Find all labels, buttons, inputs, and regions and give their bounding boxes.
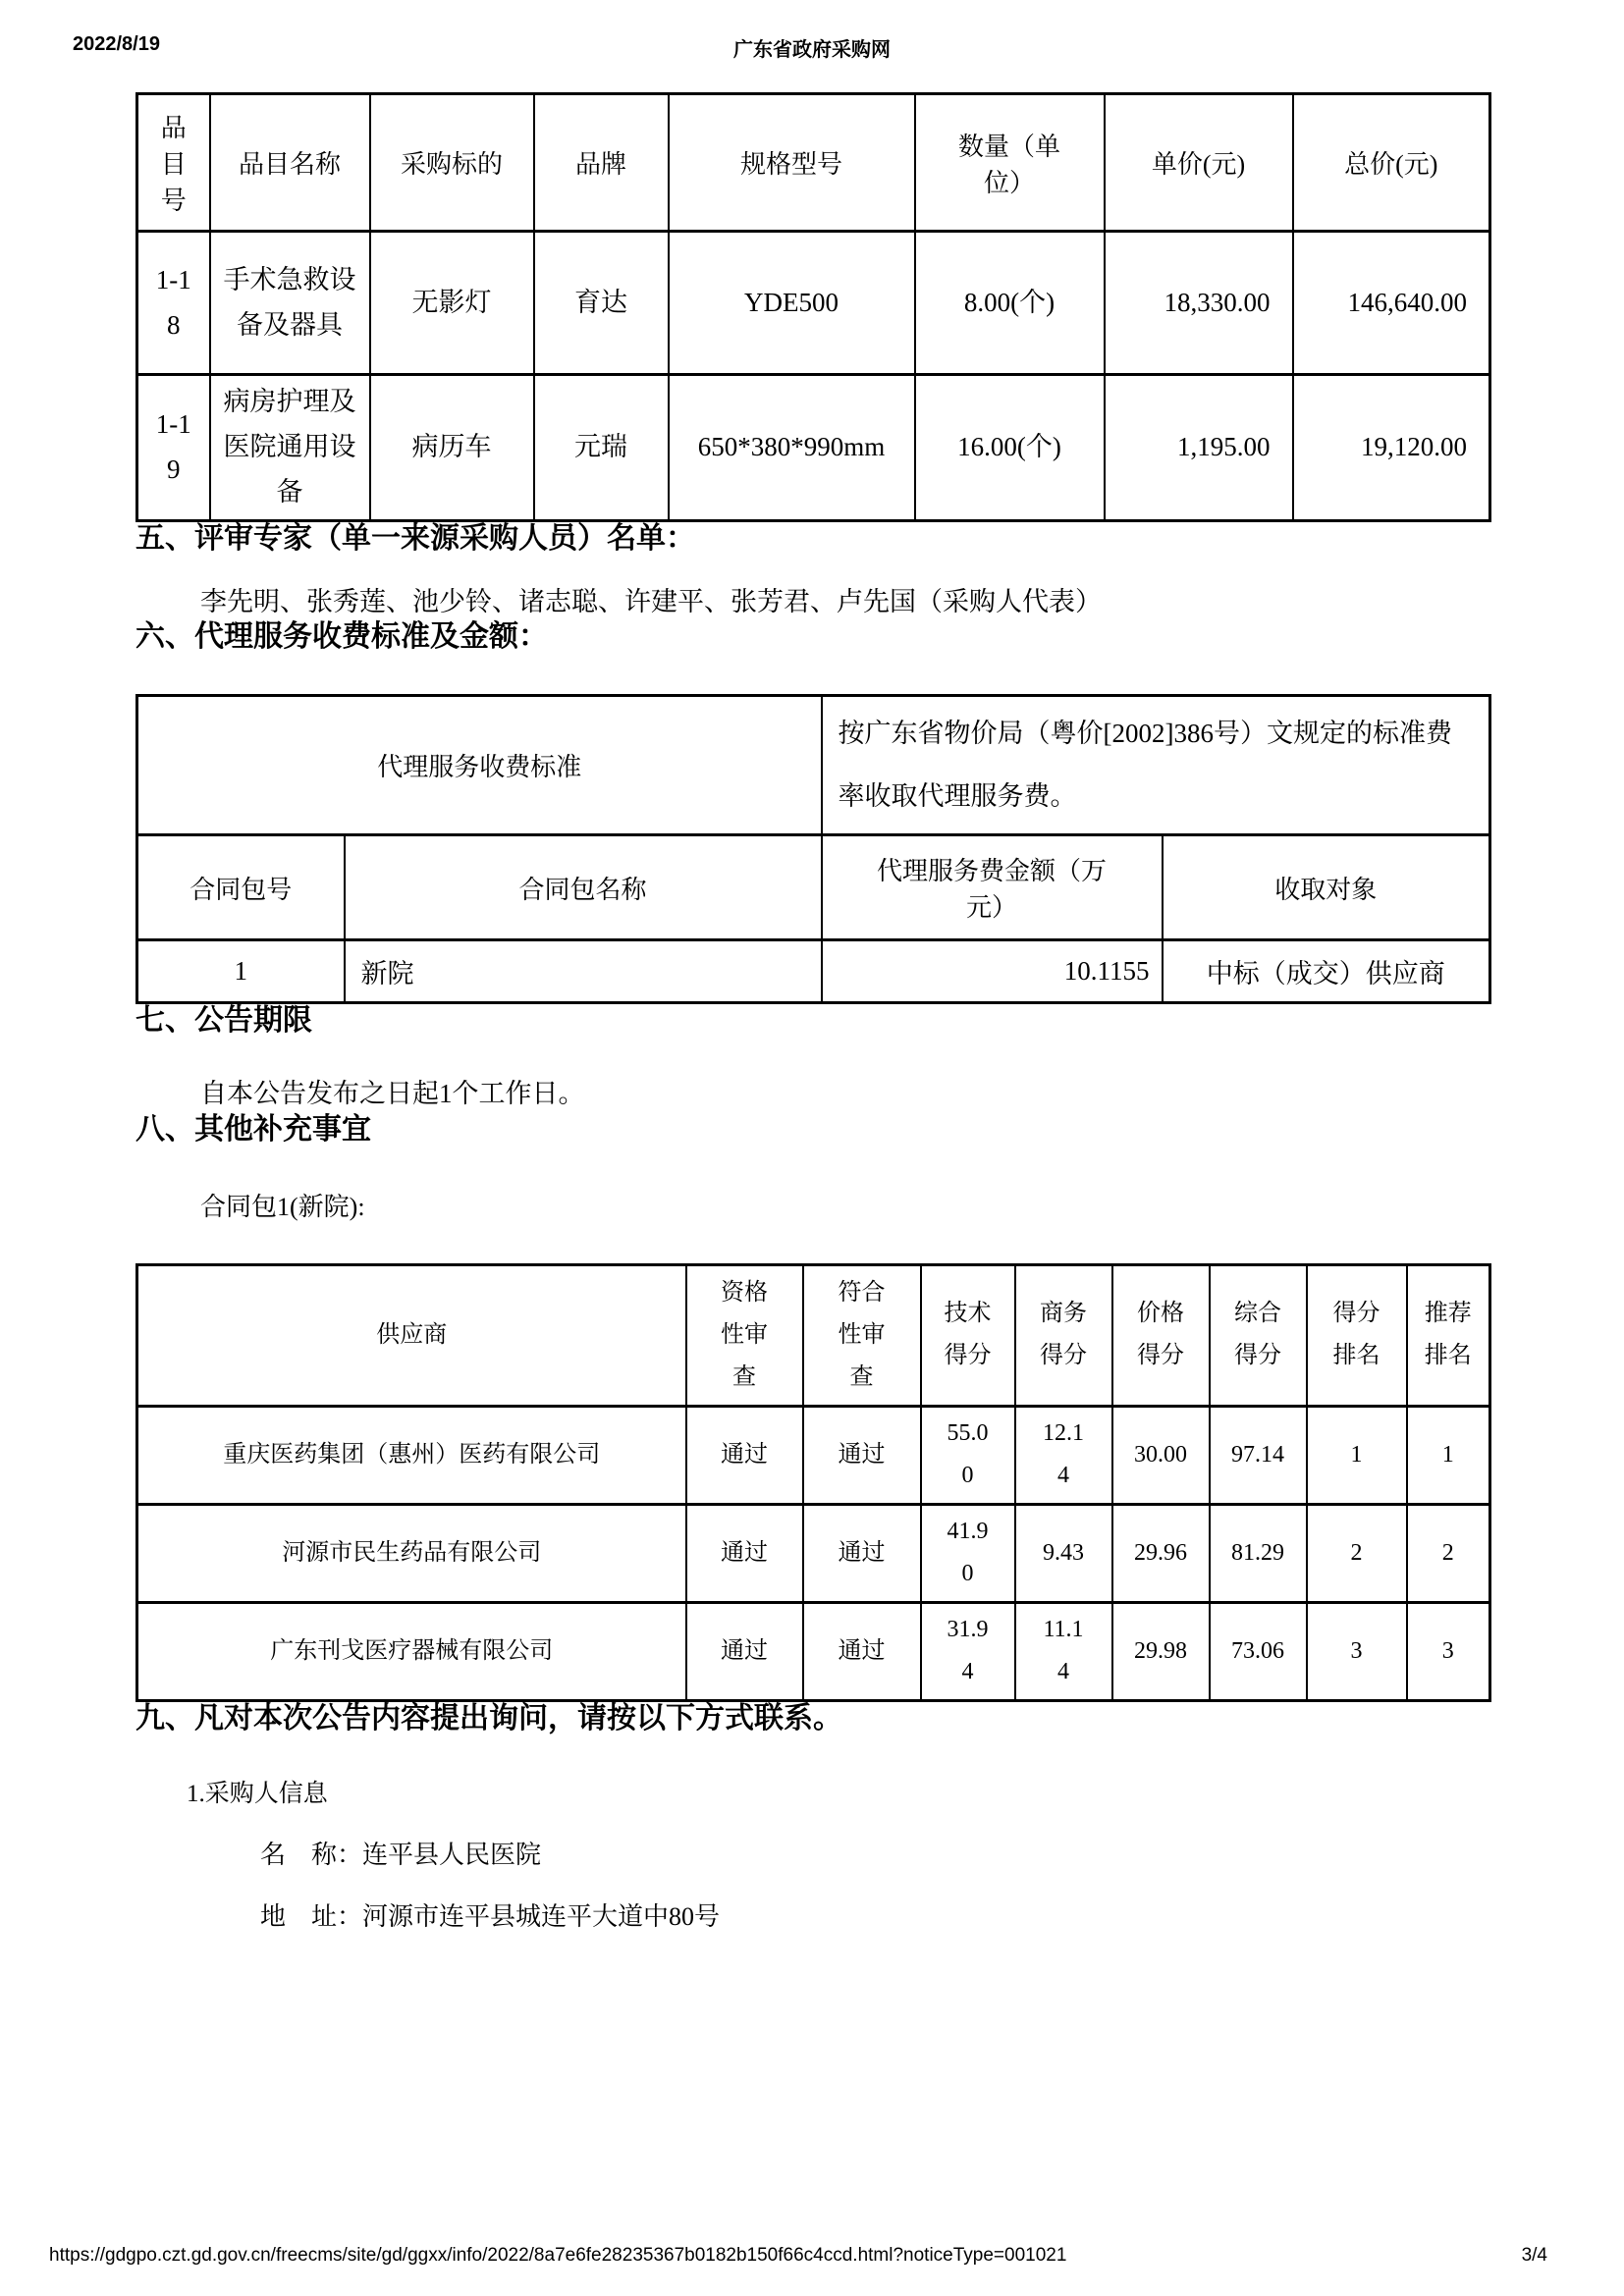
table-cell: 41.90 [921,1504,1015,1602]
table-cell: 1 [1407,1406,1490,1504]
table-cell: 无影灯 [370,232,534,375]
table-cell: 新院 [345,940,822,1003]
column-header [1407,1264,1490,1406]
column-header-label: 品目名称 [238,150,341,179]
site-title: 广东省政府采购网 [733,39,891,61]
table-cell: 18,330.00 [1105,232,1293,375]
table-cell: 31.94 [921,1602,1015,1700]
column-header [1112,1264,1210,1406]
table-cell: 中标（成交）供应商 [1163,940,1490,1003]
contract-package-line: 合同包1(新院): [200,1193,365,1222]
table-cell: 11.14 [1015,1602,1112,1700]
table-cell: 73.06 [1210,1602,1307,1700]
table-row [137,1406,1490,1504]
table-cell: 2 [1407,1504,1490,1602]
table-row [137,940,1490,1003]
table-cell: 病历车 [370,375,534,521]
section-8-title: 八、其他补充事宜 [135,1113,371,1147]
column-header-label: 推荐排名 [1424,1301,1472,1369]
table-row [137,1602,1490,1700]
column-header-label: 规格型号 [739,150,842,179]
table-cell: 29.98 [1112,1602,1210,1700]
page-header [0,0,1624,63]
column-header [210,94,370,232]
column-header [534,94,669,232]
column-header-label: 单价(元) [1151,150,1246,179]
table-cell: 146,640.00 [1293,232,1490,375]
purchaser-name-line: 名 称：连平县人民医院 [260,1840,542,1869]
table-cell: 16.00(个) [915,375,1105,521]
table-cell: 81.29 [1210,1504,1307,1602]
column-header-label: 符合性审查 [838,1279,886,1391]
column-header [1015,1264,1112,1406]
table-cell: 3 [1407,1602,1490,1700]
print-date: 2022/8/19 [73,33,160,55]
table-cell: 97.14 [1210,1406,1307,1504]
column-header-label: 合同包名称 [518,875,647,904]
column-header-label: 代理服务费金额（万元） [877,857,1108,923]
section-6-title: 六、代理服务收费标准及金额： [135,620,548,654]
column-header-label: 技术得分 [944,1301,992,1369]
column-header [669,94,915,232]
column-header-label: 品牌 [574,150,626,179]
column-header [1293,94,1490,232]
column-header-label: 合同包号 [189,875,293,904]
table-cell: 通过 [803,1602,921,1700]
table-cell: 3 [1307,1602,1407,1700]
column-header-label: 总价(元) [1344,150,1438,179]
table-cell: 通过 [803,1406,921,1504]
footer-url: https://gdgpo.czt.gd.gov.cn/freecms/site/gd/ggxx/info/2022/8a7e6fe28235367b0182b150f66c4ccd.html?noticeType=001021 [49,2245,1067,2266]
column-header-label: 收取对象 [1274,875,1378,904]
purchaser-info-heading: 1.采购人信息 [187,1780,328,1807]
table-cell: 29.96 [1112,1504,1210,1602]
table-cell: 2 [1307,1504,1407,1602]
table-cell: 重庆医药集团（惠州）医药有限公司 [137,1406,686,1504]
table-cell: 手术急救设备及器具 [210,232,370,375]
table-cell: 育达 [534,232,669,375]
agency-table-header-row [137,835,1490,940]
table-row [137,232,1490,375]
document-content [135,92,1489,1933]
column-header [137,1264,686,1406]
column-header [822,835,1163,940]
column-header-label: 数量（单位） [957,132,1060,197]
table-cell: 1-19 [137,375,210,521]
table-cell: 10.1155 [822,940,1163,1003]
column-header [137,94,210,232]
table-cell: 1 [137,940,345,1003]
expert-names: 李先明、张秀莲、池少铃、诸志聪、许建平、张芳君、卢先国（采购人代表） [200,586,1102,616]
table-cell: 19,120.00 [1293,375,1490,521]
column-header [137,835,345,940]
column-header-label: 资格性审查 [720,1279,768,1391]
suppliers-table [135,1263,1491,1702]
column-header [686,1264,803,1406]
table-row [137,1504,1490,1602]
agency-standard-row [137,696,1490,835]
table-row [137,375,1490,521]
table-cell: 通过 [803,1504,921,1602]
agency-standard-label [137,696,822,835]
items-table-header-row [137,94,1490,232]
column-header [921,1264,1015,1406]
page-footer [0,2245,1624,2270]
column-header-label: 得分排名 [1332,1301,1380,1369]
table-cell: 8.00(个) [915,232,1105,375]
column-header-label: 供应商 [376,1321,448,1348]
column-header [1307,1264,1407,1406]
column-header-label: 商务得分 [1039,1301,1087,1369]
table-cell: 通过 [686,1602,803,1700]
table-cell: 1-18 [137,232,210,375]
table-cell: 30.00 [1112,1406,1210,1504]
agency-standard-value: 按广东省物价局（粤价[2002]386号）文规定的标准费率收取代理服务费。 [822,696,1490,835]
column-header-label: 采购标的 [400,150,503,179]
suppliers-table-header-row [137,1264,1490,1406]
table-cell: 1,195.00 [1105,375,1293,521]
table-cell: 650*380*990mm [669,375,915,521]
section-7-title: 七、公告期限 [135,1004,312,1038]
table-cell: 广东刊戈医疗器械有限公司 [137,1602,686,1700]
column-header-label: 价格得分 [1136,1301,1184,1369]
column-header [915,94,1105,232]
table-cell: 55.00 [921,1406,1015,1504]
section-9-title: 九、凡对本次公告内容提出询问，请按以下方式联系。 [135,1701,842,1735]
table-cell: 病房护理及医院通用设备 [210,375,370,521]
table-cell: YDE500 [669,232,915,375]
column-header [1163,835,1490,940]
column-header-label: 综合得分 [1233,1301,1281,1369]
table-cell: 元瑞 [534,375,669,521]
table-cell: 1 [1307,1406,1407,1504]
column-header [345,835,822,940]
page-number: 3/4 [1521,2245,1547,2266]
table-cell: 河源市民生药品有限公司 [137,1504,686,1602]
table-cell: 通过 [686,1406,803,1504]
table-cell: 通过 [686,1504,803,1602]
purchaser-address-line: 地 址：河源市连平县城连平大道中80号 [260,1901,721,1931]
section-5-title: 五、评审专家（单一来源采购人员）名单： [135,521,695,555]
items-table [135,92,1491,522]
column-header [370,94,534,232]
agency-fee-table [135,694,1491,1004]
column-header [803,1264,921,1406]
table-cell: 9.43 [1015,1504,1112,1602]
column-header-label: 品目号 [160,114,187,215]
table-cell: 12.14 [1015,1406,1112,1504]
agency-standard-label-text: 代理服务收费标准 [377,753,582,782]
column-header [1210,1264,1307,1406]
announcement-period-text: 自本公告发布之日起1个工作日。 [200,1079,585,1109]
column-header [1105,94,1293,232]
